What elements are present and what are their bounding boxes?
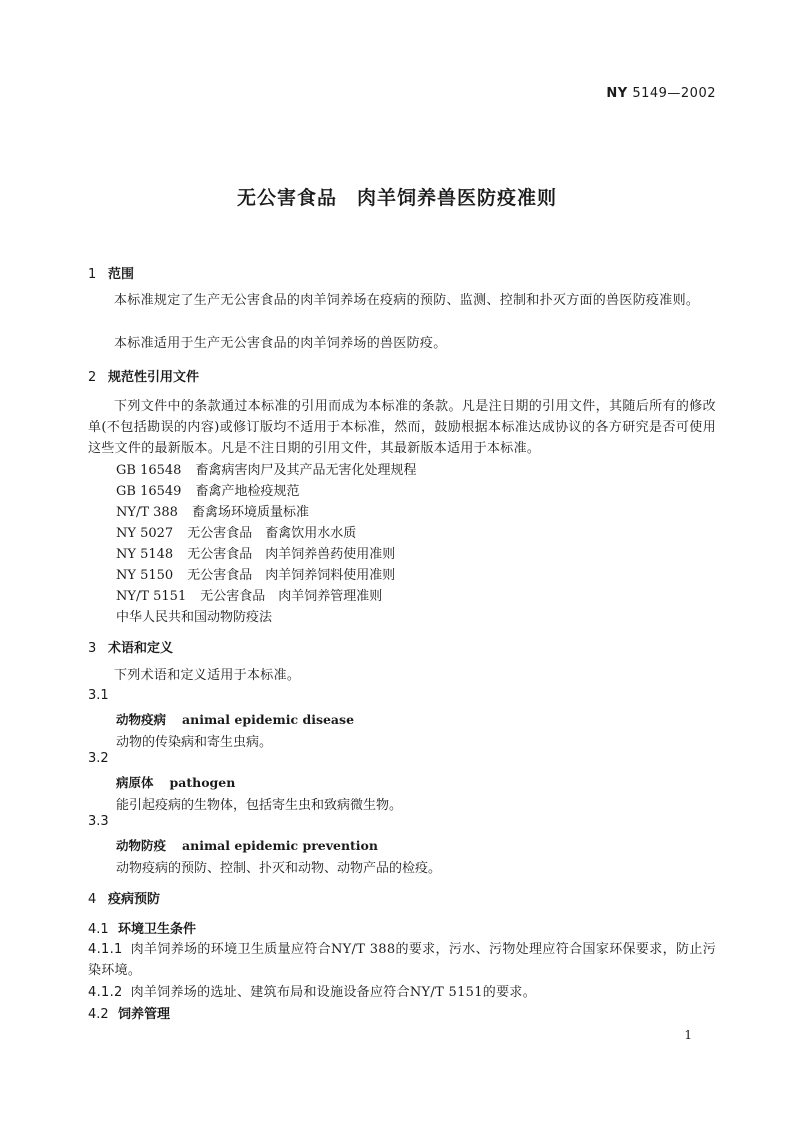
clause-4-1-2: 4.1.2 肉羊饲养场的选址、建筑布局和设施设备应符合NY/T 5151的要求。 xyxy=(88,985,537,1000)
document-title: 无公害食品 肉羊饲养兽医防疫准则 xyxy=(236,187,557,209)
reference-item: 中华人民共和国动物防疫法 xyxy=(116,610,273,625)
section-4-heading xyxy=(88,888,160,907)
term-heading: 动物疫病 animal epidemic disease xyxy=(116,712,355,727)
term-heading: 动物防疫 animal epidemic prevention xyxy=(116,838,378,853)
term-number: 3.2 xyxy=(88,751,109,766)
reference-item: NY/T 5151 无公害食品 肉羊饲养管理准则 xyxy=(116,589,383,604)
section-number: 1 xyxy=(88,267,97,282)
section-1-heading xyxy=(88,263,134,282)
reference-item: NY 5027 无公害食品 畜禽饮用水水质 xyxy=(116,526,357,541)
term-number: 3.1 xyxy=(88,688,109,703)
section-2-paragraph: 下列文件中的条款通过本标准的引用而成为本标准的条款。凡是注日期的引用文件，其随后所有的修改单(不包括勘误的内容)或修订版均不适用于本标准，然而，鼓励根据本标准达成协议的各方研究是否可使用这些文件的最新版本。凡是不注日期的引用文件，其最新版本适用于本标准。 xyxy=(88,399,716,456)
standard-code: 5149—2002 xyxy=(632,86,716,101)
subsection-4-2-heading: 4.2 饲养管理 xyxy=(88,1007,171,1022)
subsection-4-1-heading: 4.1 环境卫生条件 xyxy=(88,922,197,937)
section-label: 术语和定义 xyxy=(108,641,174,656)
standard-prefix: NY xyxy=(606,86,628,101)
standard-number xyxy=(606,86,716,101)
term-definition: 动物疫病的预防、控制、扑灭和动物、动物产品的检疫。 xyxy=(116,861,442,876)
page-number: 1 xyxy=(684,1028,692,1042)
section-label: 规范性引用文件 xyxy=(108,370,200,385)
reference-item: NY 5148 无公害食品 肉羊饲养兽药使用准则 xyxy=(116,547,396,562)
section-3-intro: 下列术语和定义适用于本标准。 xyxy=(114,668,301,683)
term-definition: 动物的传染病和寄生虫病。 xyxy=(116,735,273,750)
term-number: 3.3 xyxy=(88,814,109,829)
reference-item: NY/T 388 畜禽场环境质量标准 xyxy=(116,505,309,520)
section-3-heading xyxy=(88,637,173,656)
term-heading: 病原体 pathogen xyxy=(116,775,236,790)
section-label: 范围 xyxy=(108,267,135,282)
section-1-paragraph-1: 本标准规定了生产无公害食品的肉羊饲养场在疫病的预防、监测、控制和扑灭方面的兽医防疫准则。 xyxy=(114,293,700,308)
section-number: 3 xyxy=(88,641,97,656)
section-number: 2 xyxy=(88,370,97,385)
clause-4-1-1: 4.1.1 肉羊饲养场的环境卫生质量应符合NY/T 388的要求，污水、污物处理应符合国家环保要求，防止污染环境。 xyxy=(88,942,716,978)
section-2-heading xyxy=(88,366,199,385)
section-1-paragraph-2: 本标准适用于生产无公害食品的肉羊饲养场的兽医防疫。 xyxy=(114,336,447,351)
reference-item: GB 16548 畜禽病害肉尸及其产品无害化处理规程 xyxy=(116,463,417,478)
section-label: 疫病预防 xyxy=(108,892,161,907)
reference-item: NY 5150 无公害食品 肉羊饲养饲料使用准则 xyxy=(116,568,396,583)
reference-item: GB 16549 畜禽产地检疫规范 xyxy=(116,484,300,499)
section-number: 4 xyxy=(88,892,97,907)
term-definition: 能引起疫病的生物体，包括寄生虫和致病微生物。 xyxy=(116,798,403,813)
